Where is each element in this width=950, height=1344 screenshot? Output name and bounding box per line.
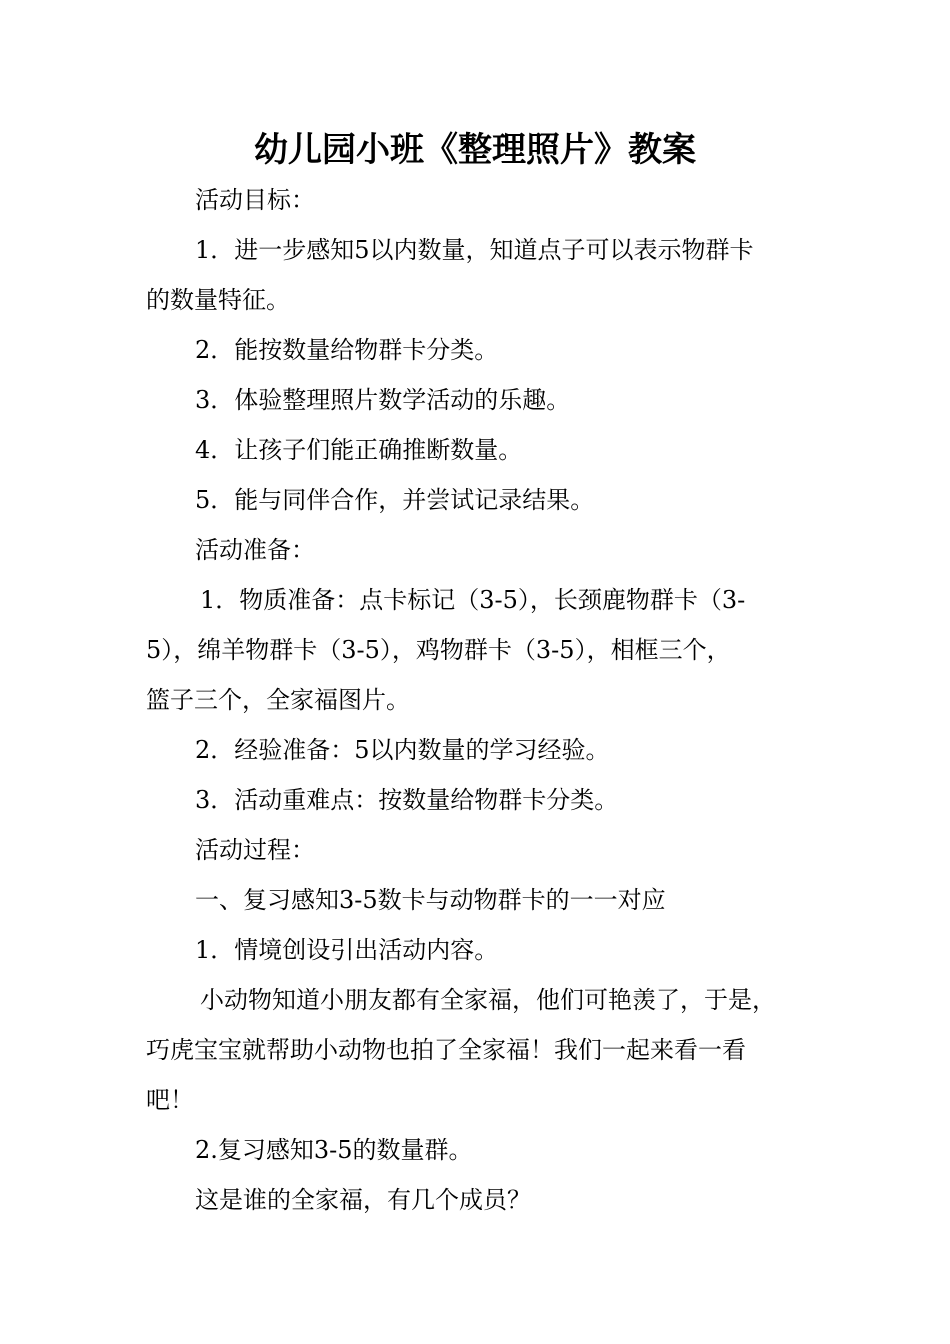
- paragraph-line: 吧！: [146, 1086, 194, 1114]
- paragraph-line: 4．让孩子们能正确推断数量。: [195, 436, 523, 464]
- paragraph-line: 1．情境创设引出活动内容。: [195, 936, 499, 964]
- section-heading-goals: 活动目标：: [195, 186, 315, 214]
- paragraph-line: 的数量特征。: [146, 286, 290, 314]
- section-heading-process: 活动过程：: [195, 836, 315, 864]
- paragraph-line: 2．能按数量给物群卡分类。: [195, 336, 499, 364]
- paragraph-line: 5．能与同伴合作，并尝试记录结果。: [195, 486, 595, 514]
- paragraph-line: 3．体验整理照片数学活动的乐趣。: [195, 386, 571, 414]
- paragraph-line: 1．物质准备：点卡标记（3-5），长颈鹿物群卡（3-: [200, 586, 746, 614]
- paragraph-line: 1．进一步感知5以内数量，知道点子可以表示物群卡: [195, 236, 754, 264]
- section-heading-preparation: 活动准备：: [195, 536, 315, 564]
- paragraph-line: 这是谁的全家福，有几个成员？: [195, 1186, 531, 1214]
- paragraph-line: 2.复习感知3-5的数量群。: [195, 1136, 473, 1164]
- paragraph-line: 篮子三个，全家福图片。: [146, 686, 410, 714]
- paragraph-line: 小动物知道小朋友都有全家福，他们可艳羡了，于是，: [200, 986, 776, 1014]
- paragraph-line: 一、复习感知3-5数卡与动物群卡的一一对应: [195, 886, 666, 914]
- paragraph-line: 巧虎宝宝就帮助小动物也拍了全家福！我们一起来看一看: [146, 1036, 746, 1064]
- document-title: 幼儿园小班《整理照片》教案: [254, 130, 696, 170]
- paragraph-line: 5），绵羊物群卡（3-5），鸡物群卡（3-5），相框三个，: [146, 636, 731, 664]
- paragraph-line: 2．经验准备：5以内数量的学习经验。: [195, 736, 610, 764]
- paragraph-line: 3．活动重难点：按数量给物群卡分类。: [195, 786, 619, 814]
